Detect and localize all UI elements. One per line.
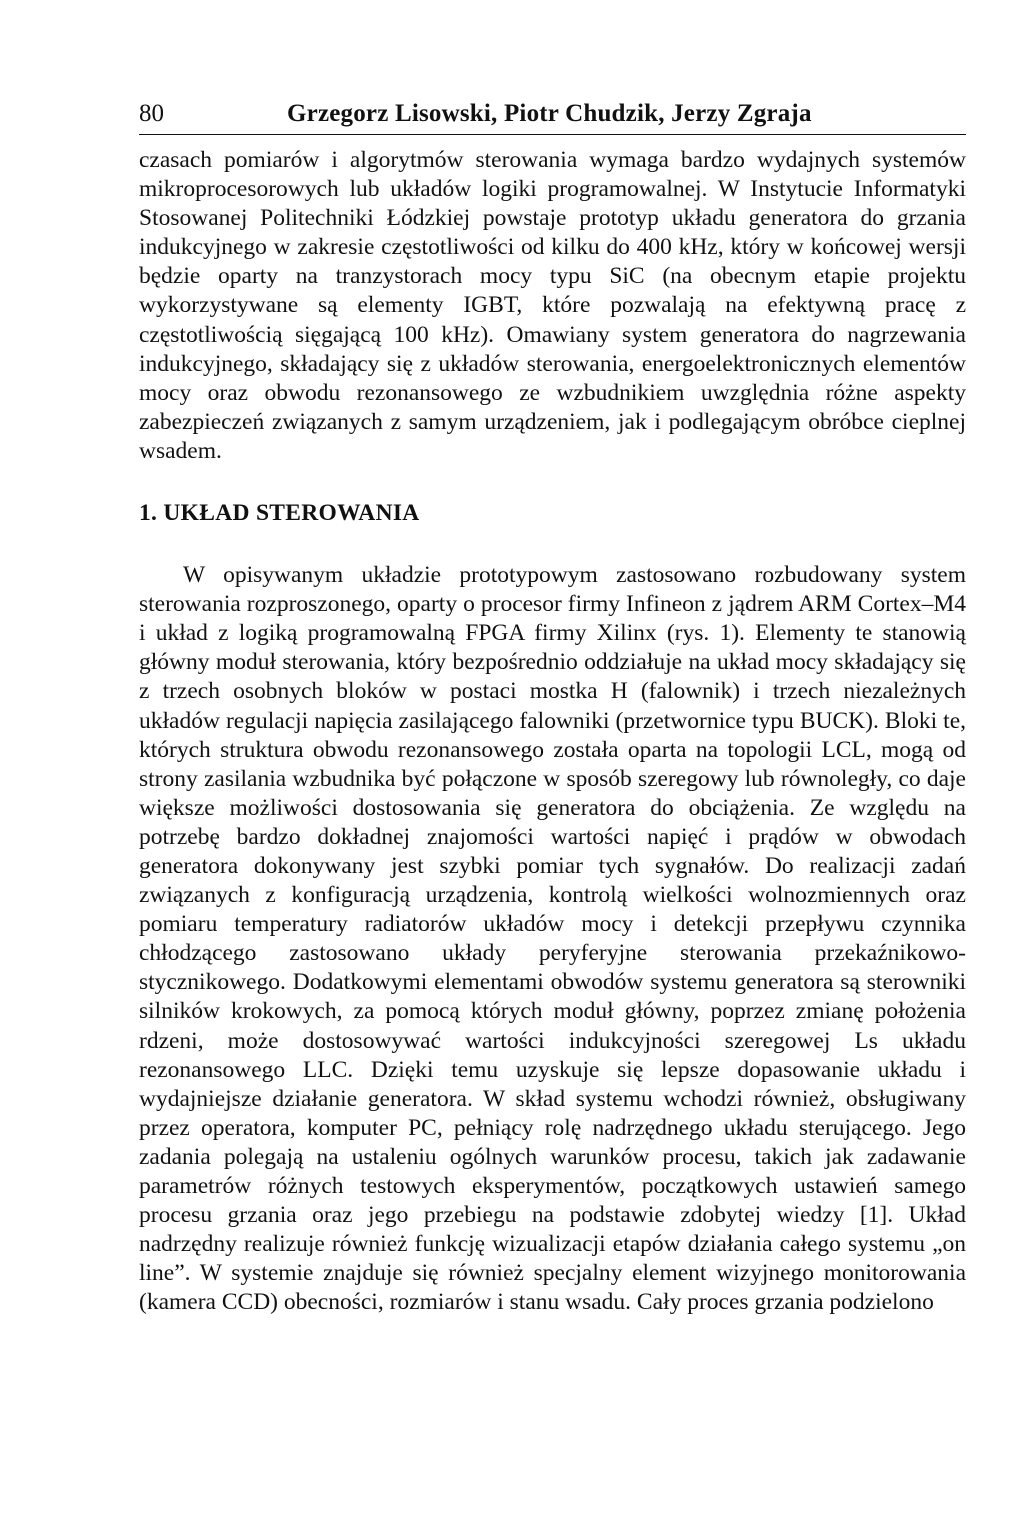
document-page <box>139 96 966 1317</box>
running-header-authors: Grzegorz Lisowski, Piotr Chudzik, Jerzy Zgraja <box>287 100 812 127</box>
section-heading: 1. UKŁAD STEROWANIA <box>139 500 420 527</box>
page-number: 80 <box>139 100 164 127</box>
running-header <box>139 96 966 135</box>
intro-paragraph: czasach pomiarów i algorytmów sterowania wymaga bardzo wydajnych systemów mikroprocesorowych lub układów logiki programowalnej. W Instytucie Informatyki Stosowanej Politechniki Łódzkiej powstaje prototyp układu generatora do grzania indukcyjnego w zakresie częstotliwości od kilku do 400 kHz, który w końcowej wersji będzie oparty na tranzystorach mocy typu SiC (na obecnym etapie projektu wykorzystywane są elementy IGBT, które pozwalają na efektywną pracę z częstotliwością sięgającą 100 kHz). Omawiany system generatora do nagrzewania indukcyjnego, składający się z układów sterowania, energoelektronicznych elementów mocy oraz obwodu rezonansowego ze wzbudnikiem uwzględnia różne aspekty zabezpieczeń związanych z samym urządzeniem, jak i podlegającym obróbce cieplnej wsadem. <box>139 147 966 464</box>
section-paragraph: W opisywanym układzie prototypowym zastosowano rozbudowany system sterowania rozproszonego, oparty o procesor firmy Infineon z jądrem ARM Cortex–M4 i układ z logiką programowalną FPGA firmy Xilinx (rys. 1). Elementy te stanowią główny moduł sterowania, który bezpośrednio oddziałuje na układ mocy składający się z trzech osobnych bloków w postaci mostka H (falownik) i trzech niezależnych układów regulacji napięcia zasilającego falowniki (przetwornice typu BUCK). Bloki te, których struktura obwodu rezonansowego została oparta na topologii LCL, mogą od strony zasilania wzbudnika być połączone w sposób szeregowy lub równoległy, co daje większe możliwości dostosowania się generatora do obciążenia. Ze względu na potrzebę bardzo dokładnej znajomości wartości napięć i prądów w obwodach generatora dokonywany jest szybki pomiar tych sygnałów. Do realizacji zadań związanych z konfiguracją urządzenia, kontrolą wielkości wolnozmiennych oraz pomiaru temperatury radiatorów układów mocy i detekcji przepływu czynnika chłodzącego zastosowano układy peryferyjne sterowania przekaźnikowo-stycznikowego. Dodatkowymi elementami obwodów systemu generatora są sterowniki silników krokowych, za pomocą których moduł główny, poprzez zmianę położenia rdzeni, może dostosowywać wartości indukcyjności szeregowej Ls układu rezonansowego LLC. Dzięki temu uzyskuje się lepsze dopasowanie układu i wydajniejsze działanie generatora. W skład systemu wchodzi również, obsługiwany przez operatora, komputer PC, pełniący rolę nadrzędnego układu sterującego. Jego zadania polegają na ustaleniu ogólnych warunków procesu, takich jak zadawanie parametrów różnych testowych eksperymentów, początkowych ustawień samego procesu grzania oraz jego przebiegu na podstawie zdobytej wiedzy [1]. Układ nadrzędny realizuje również funkcję wizualizacji etapów działania całego systemu „on line”. W systemie znajduje się również specjalny element wizyjnego monitorowania (kamera CCD) obecności, rozmiarów i stanu wsadu. Cały proces grzania podzielono <box>139 562 966 1316</box>
